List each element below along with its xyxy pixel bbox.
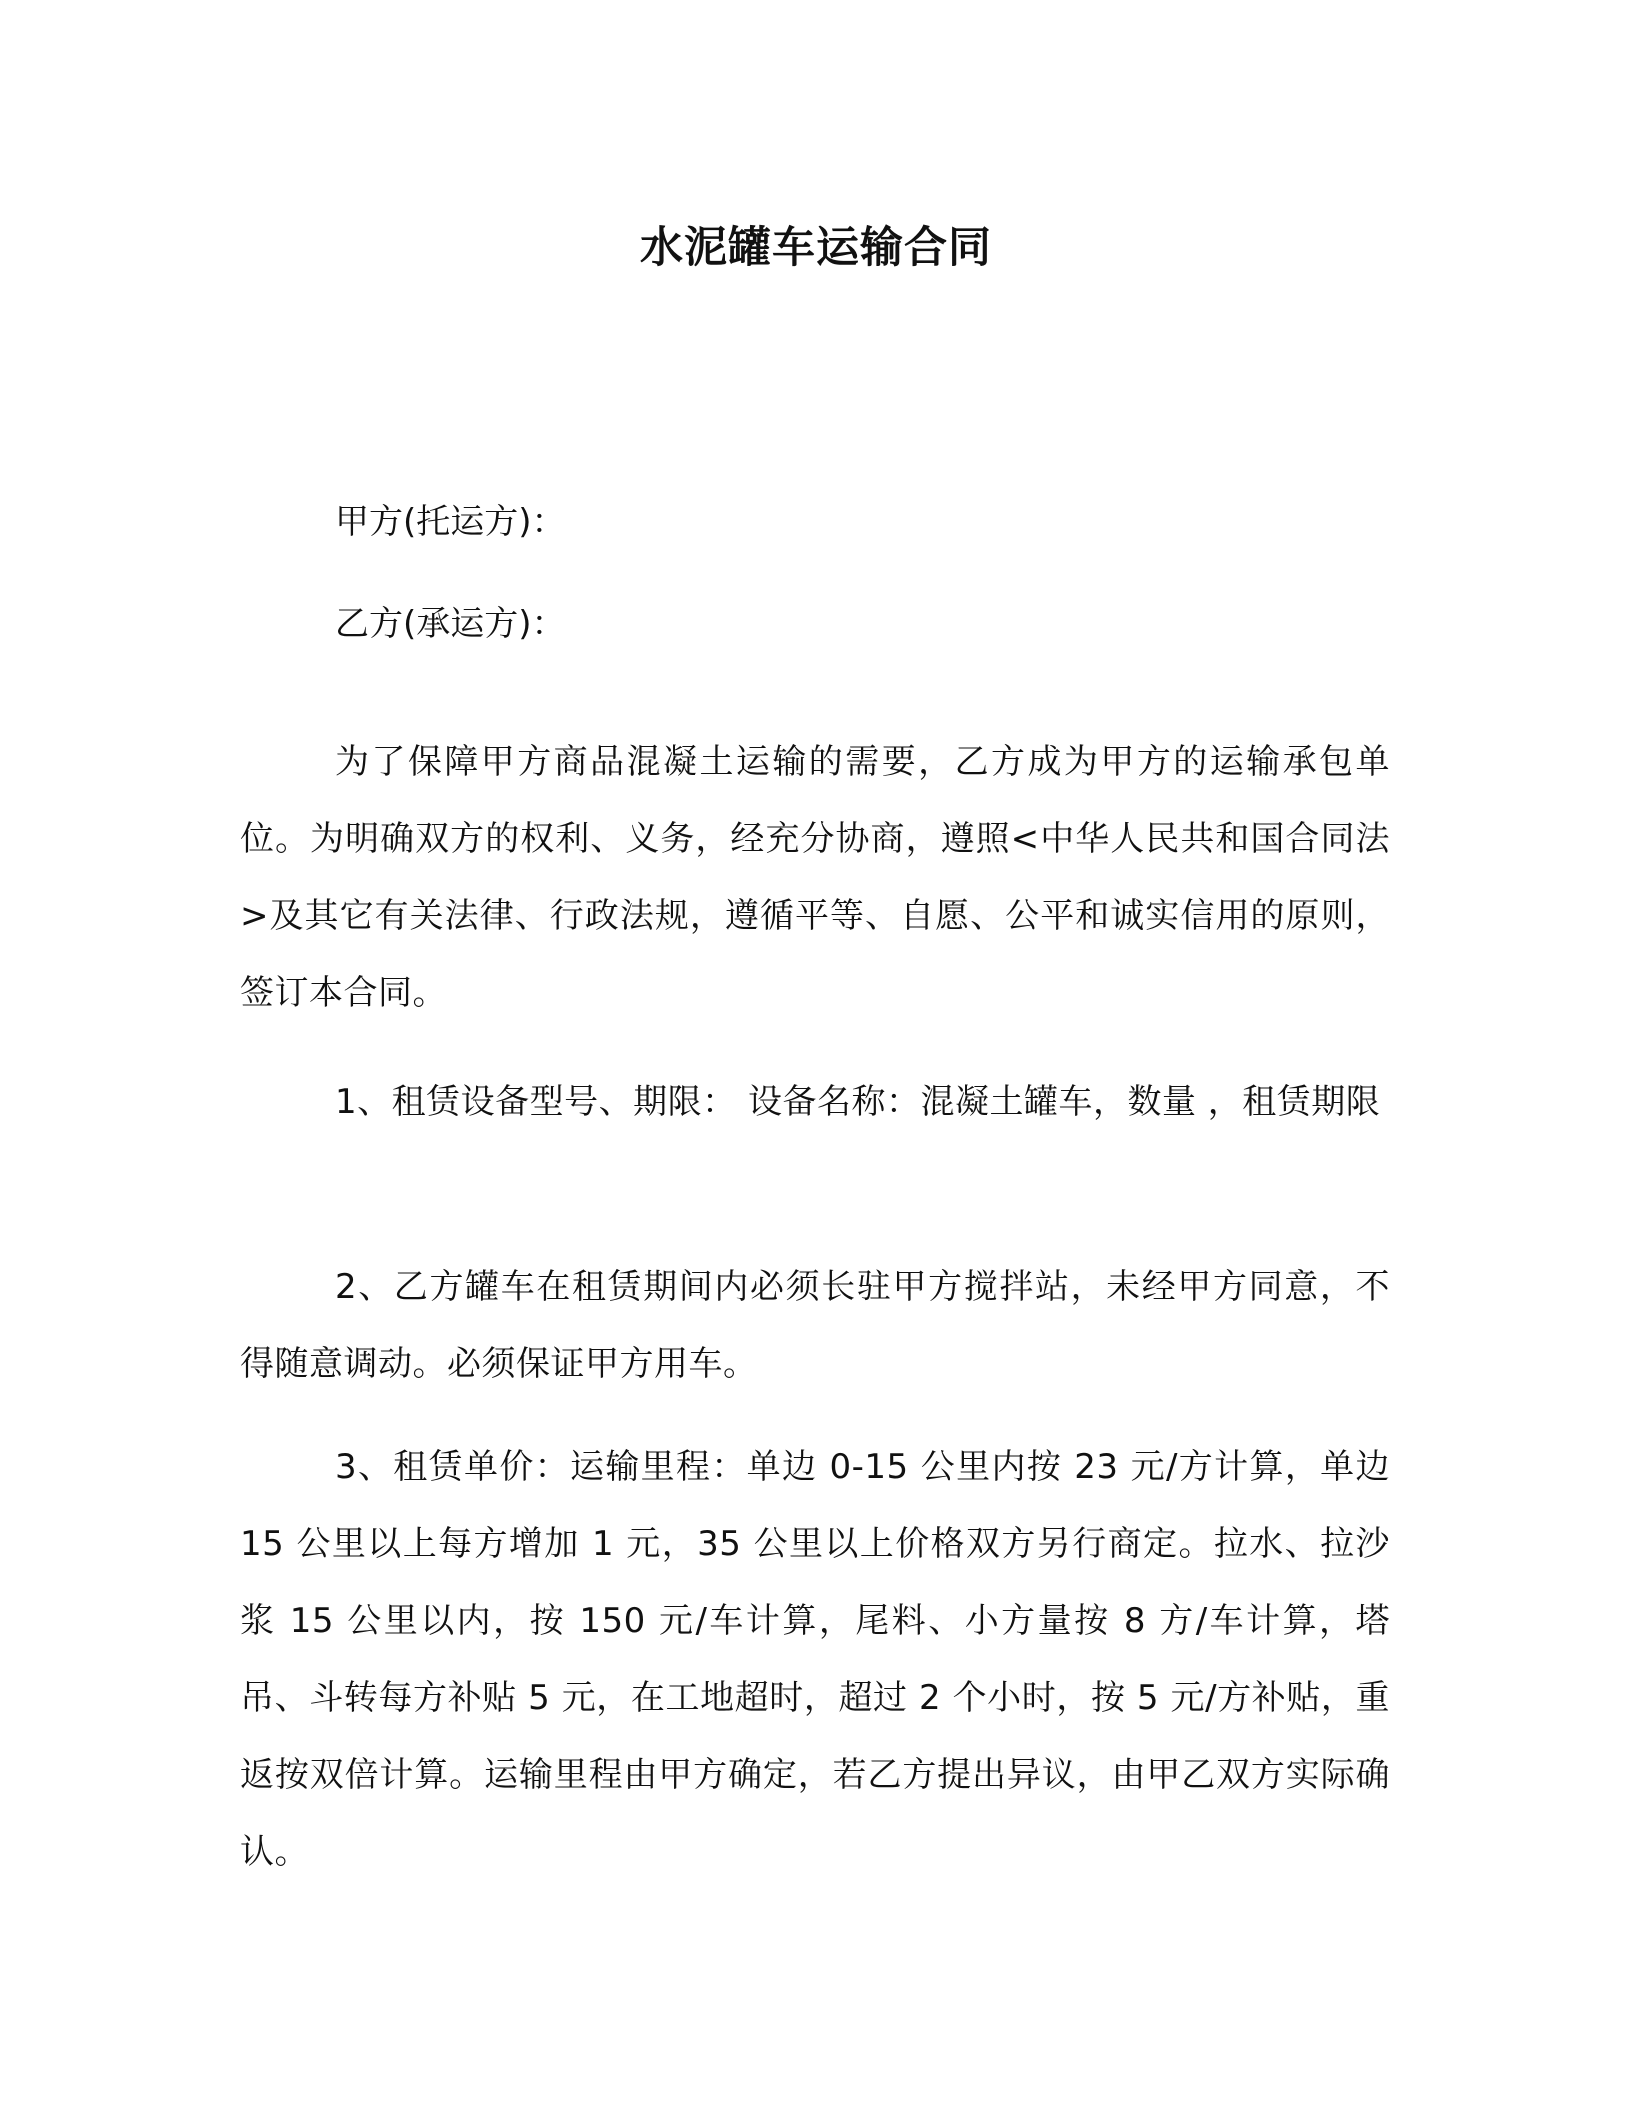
document-title: 水泥罐车运输合同 [640, 223, 992, 273]
party-a-label: 甲方(托运方)： [335, 502, 566, 542]
clause-3-paragraph: 3、租赁单价：运输里程：单边 0-15 公里内按 23 元/方计算，单边 15 公里以上每方增加 1 元，35 公里以上价格双方另行商定。拉水、拉沙浆 15 公里以内，按 150 元/车计算，尾料、小方量按 8 方/车计算，塔吊、斗转每方补贴 5 元，在工地超时，超过 2 个小时，按 5 元/方补贴，重返按双倍计算。运输里程由甲方确定，若乙方提出异议，由甲乙双方实际确认。 [240, 1447, 1390, 1872]
intro-paragraph: 为了保障甲方商品混凝土运输的需要，乙方成为甲方的运输承包单位。为明确双方的权利、义务，经充分协商，遵照<中华人民共和国合同法>及其它有关法律、行政法规，遵循平等、自愿、公平和诚实信用的原则，签订本合同。 [240, 742, 1390, 1013]
party-b-label: 乙方(承运方)： [335, 604, 566, 644]
clause-2-paragraph: 2、乙方罐车在租赁期间内必须长驻甲方搅拌站，未经甲方同意，不得随意调动。必须保证甲方用车。 [240, 1267, 1390, 1384]
clause-1-paragraph: 1、租赁设备型号、期限： 设备名称：混凝土罐车，数量 ，租赁期限 [335, 1082, 1381, 1122]
